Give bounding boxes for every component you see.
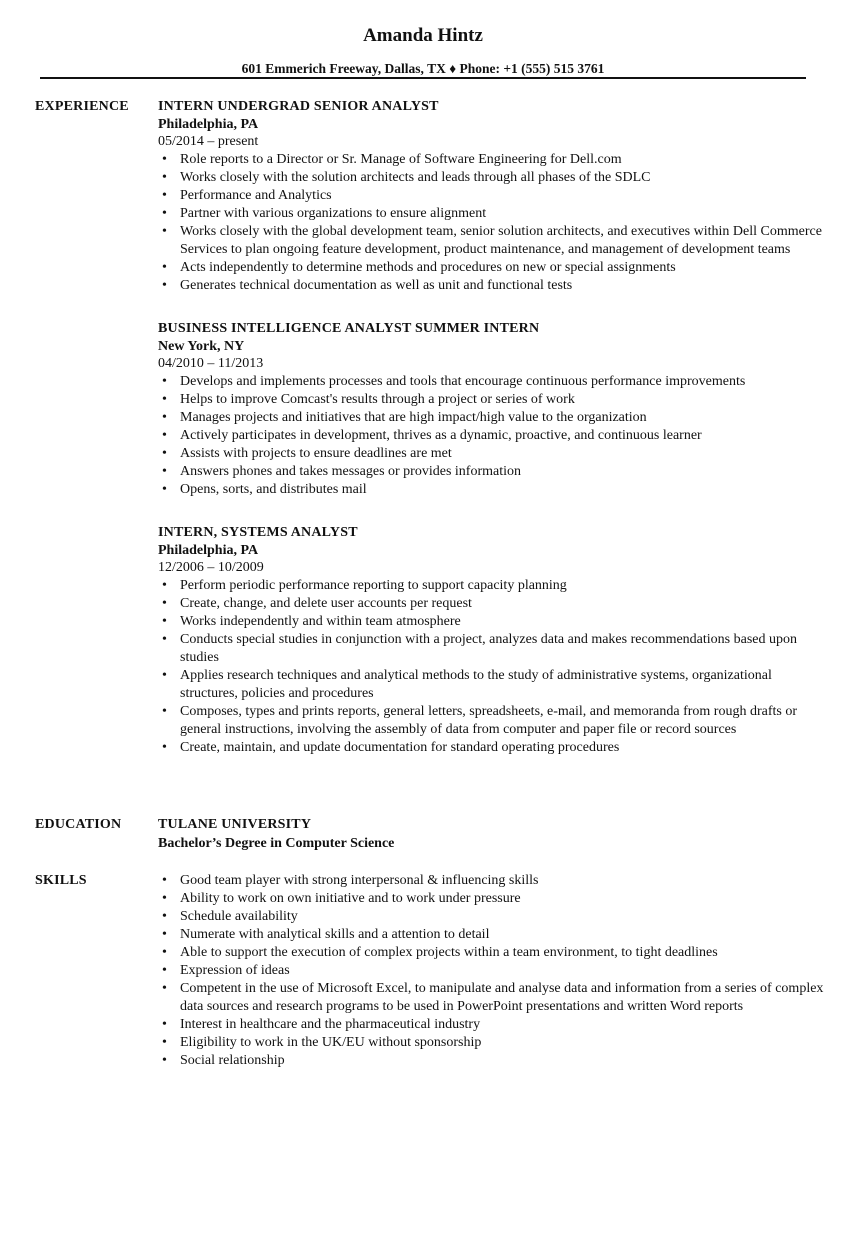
- list-item: • Works closely with the solution architects and leads through all phases of the SDLC: [158, 169, 828, 187]
- job-dates: 04/2010 – 11/2013: [158, 356, 264, 371]
- list-item: • Generates technical documentation as well as unit and functional tests: [158, 277, 828, 295]
- list-item: • Helps to improve Comcast's results through a project or series of work: [158, 391, 828, 409]
- list-item: • Schedule availability: [158, 908, 828, 926]
- education-body: [158, 816, 828, 854]
- experience-body: [158, 98, 828, 757]
- school-name: TULANE UNIVERSITY: [158, 817, 312, 832]
- list-item: • Numerate with analytical skills and a attention to detail: [158, 926, 828, 944]
- list-item: • Manages projects and initiatives that are high impact/high value to the organization: [158, 409, 828, 427]
- section-title-skills: SKILLS: [35, 873, 87, 888]
- list-item: • Composes, types and prints reports, general letters, spreadsheets, e-mail, and memoranda from rough drafts or general instructions, involving the assembly of data from computer and paper file or record sources: [158, 703, 828, 739]
- degree: Bachelor’s Degree in Computer Science: [158, 836, 395, 851]
- list-item: • Assists with projects to ensure deadlines are met: [158, 445, 828, 463]
- list-item: • Applies research techniques and analytical methods to the study of administrative systems, organizational structures, policies and procedures: [158, 667, 828, 703]
- resume-header: [40, 24, 806, 78]
- job-location: New York, NY: [158, 339, 245, 354]
- header-divider: [40, 77, 806, 79]
- skills-body: [158, 872, 828, 1070]
- list-item: • Works closely with the global development team, senior solution architects, and executives within Dell Commerce Services to plan ongoing feature development, product maintenance, and management of development teams: [158, 223, 828, 259]
- list-item: • Works independently and within team atmosphere: [158, 613, 828, 631]
- list-item: • Opens, sorts, and distributes mail: [158, 481, 828, 499]
- section-title-education: EDUCATION: [35, 817, 122, 832]
- list-item: • Eligibility to work in the UK/EU without sponsorship: [158, 1034, 828, 1052]
- list-item: • Develops and implements processes and tools that encourage continuous performance improvements: [158, 373, 828, 391]
- job-entry: [158, 320, 828, 499]
- list-item: • Interest in healthcare and the pharmaceutical industry: [158, 1016, 828, 1034]
- job-bullets: [158, 577, 828, 757]
- job-title: INTERN, SYSTEMS ANALYST: [158, 525, 358, 540]
- job-entry: [158, 98, 828, 295]
- list-item: • Actively participates in development, thrives as a dynamic, proactive, and continuous learner: [158, 427, 828, 445]
- list-item: • Competent in the use of Microsoft Excel, to manipulate and analyse data and information from a series of complex data sources and research programs to be used in PowerPoint presentations and written Word reports: [158, 980, 828, 1016]
- contact-line: 601 Emmerich Freeway, Dallas, TX ♦ Phone: +1 (555) 515 3761: [241, 61, 605, 76]
- list-item: • Ability to work on own initiative and to work under pressure: [158, 890, 828, 908]
- list-item: • Social relationship: [158, 1052, 828, 1070]
- list-item: • Perform periodic performance reporting to support capacity planning: [158, 577, 828, 595]
- list-item: • Able to support the execution of complex projects within a team environment, to tight deadlines: [158, 944, 828, 962]
- list-item: • Expression of ideas: [158, 962, 828, 980]
- candidate-name: Amanda Hintz: [363, 25, 483, 46]
- job-location: Philadelphia, PA: [158, 117, 259, 132]
- list-item: • Conducts special studies in conjunction with a project, analyzes data and makes recommendations based upon studies: [158, 631, 828, 667]
- list-item: • Create, maintain, and update documentation for standard operating procedures: [158, 739, 828, 757]
- job-location: Philadelphia, PA: [158, 543, 259, 558]
- job-bullets: [158, 151, 828, 295]
- list-item: • Performance and Analytics: [158, 187, 828, 205]
- list-item: • Partner with various organizations to ensure alignment: [158, 205, 828, 223]
- job-dates: 12/2006 – 10/2009: [158, 560, 264, 575]
- list-item: • Acts independently to determine methods and procedures on new or special assignments: [158, 259, 828, 277]
- job-title: INTERN UNDERGRAD SENIOR ANALYST: [158, 99, 439, 114]
- section-title-experience: EXPERIENCE: [35, 99, 129, 114]
- list-item: • Create, change, and delete user accounts per request: [158, 595, 828, 613]
- skills-list: [158, 872, 828, 1070]
- job-title: BUSINESS INTELLIGENCE ANALYST SUMMER INTERN: [158, 321, 540, 336]
- job-bullets: [158, 373, 828, 499]
- list-item: • Role reports to a Director or Sr. Manage of Software Engineering for Dell.com: [158, 151, 828, 169]
- list-item: • Answers phones and takes messages or provides information: [158, 463, 828, 481]
- job-dates: 05/2014 – present: [158, 134, 259, 149]
- job-entry: [158, 524, 828, 757]
- list-item: • Good team player with strong interpersonal & influencing skills: [158, 872, 828, 890]
